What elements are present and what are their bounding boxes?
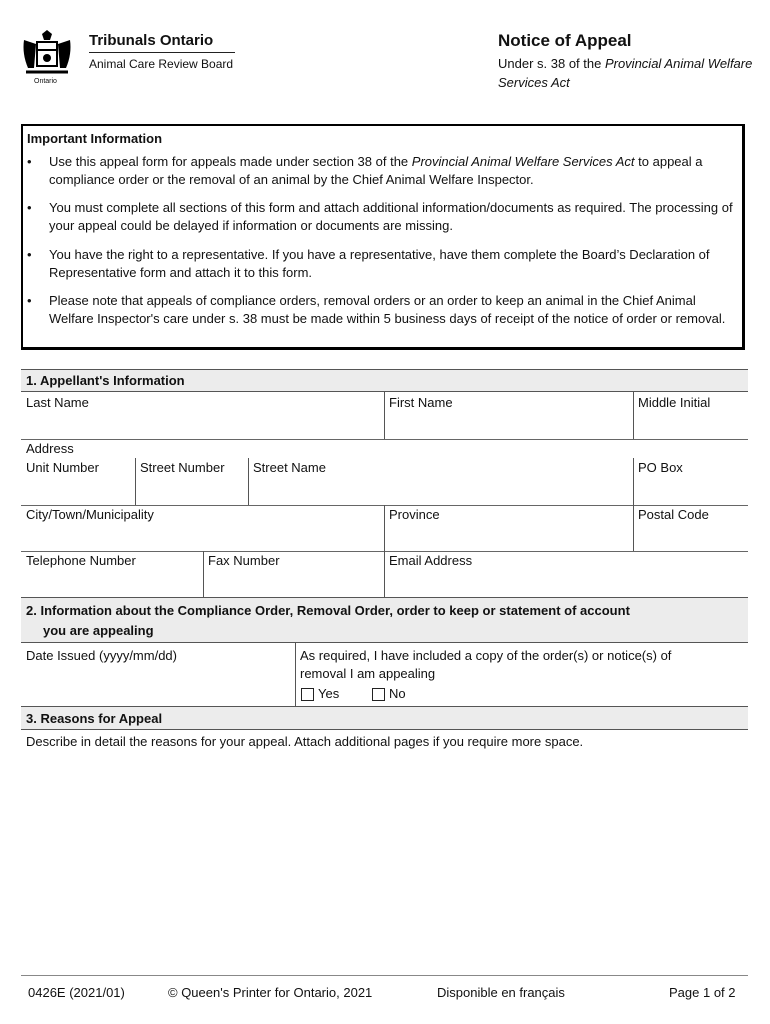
bullet-marker: • (27, 154, 32, 169)
middle-initial-label: Middle Initial (638, 395, 711, 410)
divider (203, 551, 204, 597)
section-2-heading-line2: you are appealing (43, 623, 154, 638)
email-label: Email Address (389, 553, 473, 568)
crest-caption: Ontario (34, 78, 57, 85)
divider (135, 458, 136, 505)
no-label: No (389, 686, 406, 701)
street-number-label: Street Number (140, 460, 225, 475)
form-title: Notice of Appeal (498, 31, 632, 50)
info-bullet-3: You have the right to a representative. If you have a representative, have them complete the Board’s Declaration of Representative form and attach it to this form. (49, 247, 710, 280)
french-availability: Disponible en français (437, 985, 565, 1000)
divider (384, 392, 385, 439)
bullet-marker: • (27, 293, 32, 308)
yes-checkbox[interactable] (301, 688, 314, 701)
province-label: Province (389, 507, 440, 522)
info-bullet-4: Please note that appeals of compliance orders, removal orders or an order to keep an animal in the Chief Animal Welfare Inspector's care under s. 38 must be made within 5 business days of receipt of the notice of order or removal. (49, 293, 726, 326)
page-number: Page 1 of 2 (669, 985, 736, 1000)
section-3-header: 3. Reasons for Appeal (21, 706, 748, 730)
divider (248, 458, 249, 505)
divider (384, 505, 385, 551)
date-issued-label: Date Issued (yyyy/mm/dd) (26, 648, 177, 663)
yes-label: Yes (318, 686, 340, 701)
important-info-heading: Important Information (27, 131, 163, 146)
form-number: 0426E (2021/01) (28, 985, 125, 1000)
telephone-label: Telephone Number (26, 553, 136, 568)
organization-name: Tribunals Ontario (89, 32, 214, 49)
postal-code-label: Postal Code (638, 507, 709, 522)
reasons-input-area[interactable] (21, 752, 748, 967)
divider (21, 439, 748, 440)
address-label: Address (26, 441, 74, 456)
section-2-header (21, 597, 748, 643)
bullet-marker: • (27, 200, 32, 215)
info-bullet-2: You must complete all sections of this form and attach additional information/documents as required. The processing of your appeal could be delayed if information or documents are missing. (49, 200, 733, 233)
first-name-label: First Name (389, 395, 453, 410)
header-divider (89, 52, 235, 53)
form-subtitle: Under s. 38 of the Provincial Animal Welfare Services Act (498, 56, 753, 90)
reasons-instruction: Describe in detail the reasons for your appeal. Attach additional pages if you require more space. (26, 734, 584, 749)
last-name-label: Last Name (26, 395, 89, 410)
board-name: Animal Care Review Board (89, 57, 234, 71)
divider (384, 551, 385, 597)
po-box-label: PO Box (638, 460, 683, 475)
unit-number-label: Unit Number (26, 460, 99, 475)
section-1-header: 1. Appellant's Information (21, 369, 748, 392)
copy-included-line2: removal I am appealing (300, 666, 436, 681)
copyright: © Queen's Printer for Ontario, 2021 (168, 985, 373, 1000)
street-name-label: Street Name (253, 460, 326, 475)
divider (633, 458, 634, 505)
info-bullet-1: Use this appeal form for appeals made under section 38 of the Provincial Animal Welfare Services Act to appeal a compliance order or the removal of an animal by the Chief Animal Welfare Inspector. (49, 154, 703, 187)
city-label: City/Town/Municipality (26, 507, 154, 522)
divider (633, 392, 634, 439)
divider (295, 643, 296, 706)
no-checkbox[interactable] (372, 688, 385, 701)
footer-divider (21, 975, 748, 976)
copy-included-line1: As required, I have included a copy of the order(s) or notice(s) of (300, 648, 672, 663)
bullet-marker: • (27, 247, 32, 262)
section-2-heading-line1: 2. Information about the Compliance Order, Removal Order, order to keep or statement of account (26, 603, 630, 618)
divider (633, 505, 634, 551)
fax-label: Fax Number (208, 553, 280, 568)
